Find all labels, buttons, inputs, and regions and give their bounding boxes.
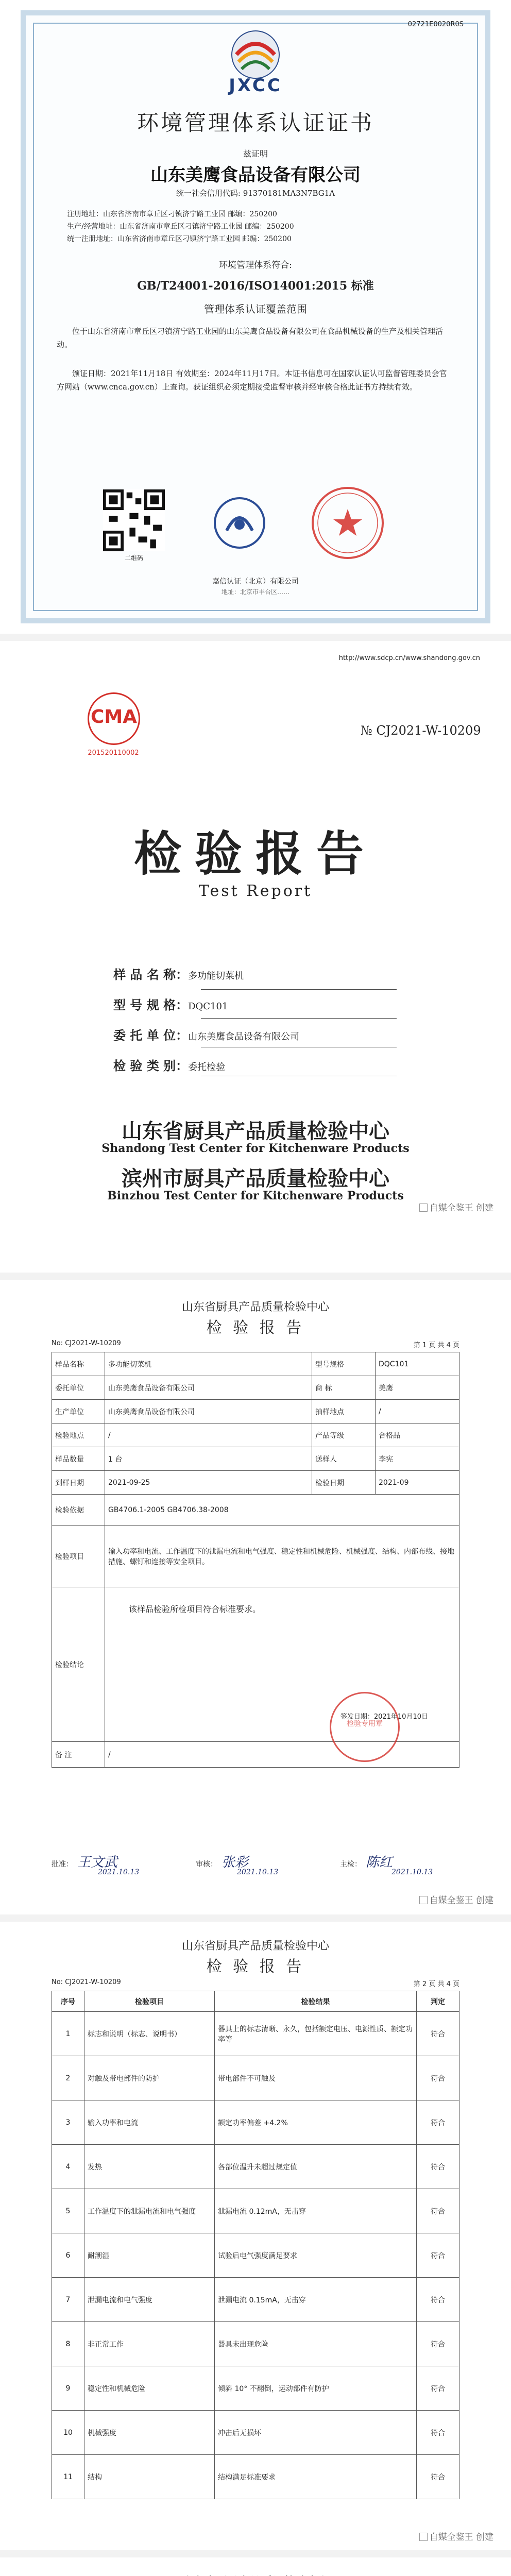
page-divider [0,2550,511,2557]
table-row [52,2455,459,2499]
p1-watermark [419,1893,493,1906]
cell-result: 泄漏电流 0.15mA，无击穿 [215,2278,417,2322]
review-date: 2021.10.13 [237,1868,279,1876]
p1-cell: 2021-09 [376,1471,459,1495]
cell-result: 倾斜 10° 不翻倒，运动部件有防护 [215,2366,417,2411]
cert-credit-code: 统一社会信用代码: 91370181MA3N7BG1A [176,189,335,198]
p1-cell: 到样日期 [52,1471,105,1495]
cert-issuer: 嘉信认证（北京）有限公司 [212,578,299,586]
cell-no: 8 [52,2322,84,2366]
cert-title: 环境管理体系认证证书 [137,110,374,135]
p2-center: 山东省厨具产品质量检验中心 [181,1940,329,1953]
p1-cell: 产品等级 [312,1423,376,1447]
cell-result: 试验后电气强度满足要求 [215,2233,417,2278]
p1-cell: 山东美鹰食品设备有限公司 [105,1400,312,1423]
p1-report-no: No: CJ2021-W-10209 [52,1340,121,1347]
p1-cell: 检验项目 [52,1526,105,1587]
p1-cell: / [105,1423,312,1447]
cell-judge: 符合 [417,2145,459,2189]
cma-logo-text: CMA [90,706,138,727]
head-item: 检验项目 [84,1991,215,2012]
table-row [52,2012,459,2056]
cell-no: 11 [52,2455,84,2499]
cell-judge: 符合 [417,2233,459,2278]
report-cover-page [0,641,511,1273]
cell-result: 泄漏电流 0.12mA，无击穿 [215,2189,417,2233]
cell-result: 各部位温升未超过规定值 [215,2145,417,2189]
cma-logo-icon [88,692,140,745]
cell-item: 耐潮湿 [84,2233,215,2278]
cell-judge: 符合 [417,2100,459,2145]
page-divider [0,634,511,641]
review-label: 审核： [196,1860,217,1869]
cell-no: 4 [52,2145,84,2189]
p1-conclusion-text: 该样品检验所检项目符合标准要求。 [129,1604,261,1614]
cell-no: 3 [52,2100,84,2145]
p1-cell: 检验依据 [52,1495,105,1526]
report-page-3 [0,2557,511,2576]
approve-label: 批准： [52,1860,73,1869]
cell-no: 5 [52,2189,84,2233]
cell-no: 6 [52,2233,84,2278]
cell-no: 10 [52,2411,84,2455]
p2-watermark [419,2530,493,2543]
cma-number: 201520110002 [88,749,139,757]
page-divider [0,1914,511,1922]
head-judge: 判定 [417,1991,459,2012]
cell-item: 输入功率和电流 [84,2100,215,2145]
watermark-logo-icon [419,1204,428,1212]
p1-watermark-text: 自媒全鉴王 创建 [429,1895,493,1906]
cert-std-intro: 环境管理体系符合: [219,260,292,270]
p1-sign-date: 签发日期：2021年10月10日 [340,1713,428,1721]
cell-item: 泄漏电流和电气强度 [84,2278,215,2322]
cell-judge: 符合 [417,2322,459,2366]
p1-cell: 合格品 [376,1423,459,1447]
cert-office-address: 统一注册地址：山东省济南市章丘区刁镇济宁路工业园 邮编：250200 [67,235,292,243]
p2-result-table [52,1991,459,2499]
cover-watermark-text: 自媒全鉴王 创建 [429,1203,493,1213]
cover-model-row [113,991,402,1021]
cert-number: 02721E0020R0S [407,21,464,28]
inspect-label: 主检： [340,1860,362,1869]
cert-reg-label: 兹证明 [243,149,268,159]
cell-no: 2 [52,2056,84,2100]
cell-no: 7 [52,2278,84,2322]
cert-standard: GB/T24001-2016/ISO14001:2015 标准 [137,279,374,293]
table-row [52,2366,459,2411]
table-row [52,2145,459,2189]
table-header-row [52,1991,459,2012]
p1-cell: 多功能切菜机 [105,1352,312,1376]
p1-title: 检 验 报 告 [206,1319,305,1337]
p2-page-no: 第 2 页 共 4 页 [413,1980,459,1988]
cover-client-value: 山东美鹰食品设备有限公司 [188,1031,300,1042]
cover-underline [201,989,397,990]
p1-cell: 1 台 [105,1447,312,1471]
p1-cell: / [376,1400,459,1423]
cell-item: 工作温度下的泄漏电流和电气强度 [84,2189,215,2233]
cert-reg-address: 注册地址：山东省济南市章丘区刁镇济宁路工业园 邮编：250200 [67,210,277,218]
cell-item: 标志和说明（标志、说明书） [84,2012,215,2056]
cover-title-en: Test Report [198,882,313,900]
cert-prod-address: 生产/经营地址：山东省济南市章丘区刁镇济宁路工业园 邮编：250200 [67,223,294,231]
cover-report-no: № CJ2021-W-10209 [361,723,481,738]
cert-scope-title: 管理体系认证覆盖范围 [204,303,307,315]
cell-item: 对触及带电部件的防护 [84,2056,215,2100]
cert-company: 山东美鹰食品设备有限公司 [150,165,361,185]
issuer-seal-icon [309,484,386,562]
cell-item: 结构 [84,2455,215,2499]
p1-info-table [52,1352,459,1768]
cover-underline [201,1018,397,1019]
p1-cell: 美鹰 [376,1376,459,1400]
cell-judge: 符合 [417,2411,459,2455]
cell-judge: 符合 [417,2278,459,2322]
cover-type-row [113,1052,402,1082]
approve-signature: 王文武 [77,1855,118,1870]
p2-title: 检 验 报 告 [206,1958,305,1976]
cell-result: 器具上的标志清晰、永久，包括额定电压、电源性质、额定功率等 [215,2012,417,2056]
p1-cell: 2021-09-25 [105,1471,312,1495]
cover-model-value: DQC101 [188,1001,228,1012]
p1-cell: 样品名称 [52,1352,105,1376]
cell-item: 发热 [84,2145,215,2189]
cell-item: 稳定性和机械危险 [84,2366,215,2411]
cover-center2-cn: 滨州市厨具产品质量检验中心 [122,1166,389,1191]
table-row [52,2233,459,2278]
p1-cell: 李宪 [376,1447,459,1471]
cover-website: http://www.sdcp.cn/www.shandong.gov.cn [338,654,480,662]
cover-type-value: 委托检验 [188,1062,226,1073]
cover-sample-value: 多功能切菜机 [188,971,244,981]
head-result: 检验结果 [215,1991,417,2012]
cell-no: 9 [52,2366,84,2411]
p1-cell: 委托单位 [52,1376,105,1400]
table-row [52,2189,459,2233]
approve-date: 2021.10.13 [98,1868,140,1876]
p1-conclusion-cell [105,1587,459,1742]
p1-cell: 备 注 [52,1742,105,1768]
p1-cell: / [105,1742,459,1768]
cert-issuer-address: 地址：北京市丰台区…… [221,588,289,596]
cover-report-no-value: CJ2021-W-10209 [376,723,481,738]
cell-judge: 符合 [417,2455,459,2499]
report-page-2 [0,1922,511,2550]
review-signature: 张彩 [222,1855,249,1870]
cert-validity-text: 颁证日期：2021年11月18日 有效期至：2024年11月17日。本证书信息可在国家认证认可监督管理委员会官方网站（www.cnca.gov.cn）上查询。获证组织必须定期接受监督审核并经审核合格此证书方持续有效。 [57,369,447,392]
cover-title-cn: 检验报告 [133,826,377,882]
table-row [52,2411,459,2455]
p1-cell: 送样人 [312,1447,376,1471]
p2-report-no: No: CJ2021-W-10209 [52,1978,121,1986]
cover-sample-row [113,960,402,991]
cell-no: 1 [52,2012,84,2056]
p1-cell: 检验结论 [52,1587,105,1742]
head-no: 序号 [52,1991,84,2012]
page-divider [0,1273,511,1280]
p1-approve [52,1859,73,1869]
cover-center1-en: Shandong Test Center for Kitchenware Products [101,1142,410,1155]
cover-watermark [419,1200,493,1213]
cert-scope-text: 位于山东省济南市章丘区刁镇济宁路工业园的山东美鹰食品设备有限公司在食品机械设备的生产及相关管理活动。 [57,327,444,349]
table-row [52,2322,459,2366]
watermark-logo-icon [419,1896,428,1904]
cell-result: 器具未出现危险 [215,2322,417,2366]
p3-center [0,2573,511,2576]
p1-cell: 样品数量 [52,1447,105,1471]
report-page-1 [0,1280,511,1914]
jxcc-wordmark: JXCC [229,75,282,96]
cell-result: 带电部件不可触及 [215,2056,417,2100]
p1-cell: DQC101 [376,1352,459,1376]
p1-cell: 抽样地点 [312,1400,376,1423]
p2-watermark-text: 自媒全鉴王 创建 [429,2532,493,2543]
cover-center1-cn: 山东省厨具产品质量检验中心 [122,1119,389,1143]
p1-cell: GB4706.1-2005 GB4706.38-2008 [105,1495,459,1526]
cert-qr-label: 二维码 [124,554,143,562]
cell-result: 冲击后无损坏 [215,2411,417,2455]
cover-center2-en: Binzhou Test Center for Kitchenware Products [107,1189,404,1202]
p1-inspection-seal [330,1692,400,1762]
table-row [52,2278,459,2322]
cnas-mark-icon [211,495,268,551]
cell-item: 非正常工作 [84,2322,215,2366]
certificate-page [0,0,511,634]
cert-address-block [67,208,448,245]
p1-seal-text: 检验专用章 [347,1720,383,1728]
p1-cell: 生产单位 [52,1400,105,1423]
p1-cell: 商 标 [312,1376,376,1400]
table-row [52,2056,459,2100]
inspect-date: 2021.10.13 [391,1868,433,1876]
cell-judge: 符合 [417,2056,459,2100]
cell-result: 结构满足标准要求 [215,2455,417,2499]
p1-cell: 检验日期 [312,1471,376,1495]
p1-cell: 检验地点 [52,1423,105,1447]
cell-judge: 符合 [417,2366,459,2411]
cover-info-block [113,960,402,1082]
inspect-signature: 陈红 [366,1855,393,1870]
p1-signers [52,1852,459,1883]
cover-model-label: 型 号 规 格： [113,997,189,1012]
cert-qr-code[interactable] [103,489,165,551]
p1-center: 山东省厨具产品质量检验中心 [181,1301,329,1314]
cell-judge: 符合 [417,2012,459,2056]
cell-judge: 符合 [417,2189,459,2233]
cover-type-label: 检 验 类 别： [113,1058,189,1073]
cell-result: 额定功率偏差 +4.2% [215,2100,417,2145]
p1-page-no: 第 1 页 共 4 页 [413,1342,459,1349]
p1-cell: 输入功率和电流、工作温度下的泄漏电流和电气强度、稳定性和机械危险、机械强度、结构、内部布线、接地措施、螺钉和连接等安全项目。 [105,1526,459,1587]
cover-sample-label: 样 品 名 称： [113,967,189,982]
watermark-logo-icon [419,2533,428,2541]
cell-item: 机械强度 [84,2411,215,2455]
cover-client-label: 委 托 单 位： [113,1028,189,1043]
p1-cell: 型号规格 [312,1352,376,1376]
p1-cell: 山东美鹰食品设备有限公司 [105,1376,312,1400]
table-row [52,2100,459,2145]
